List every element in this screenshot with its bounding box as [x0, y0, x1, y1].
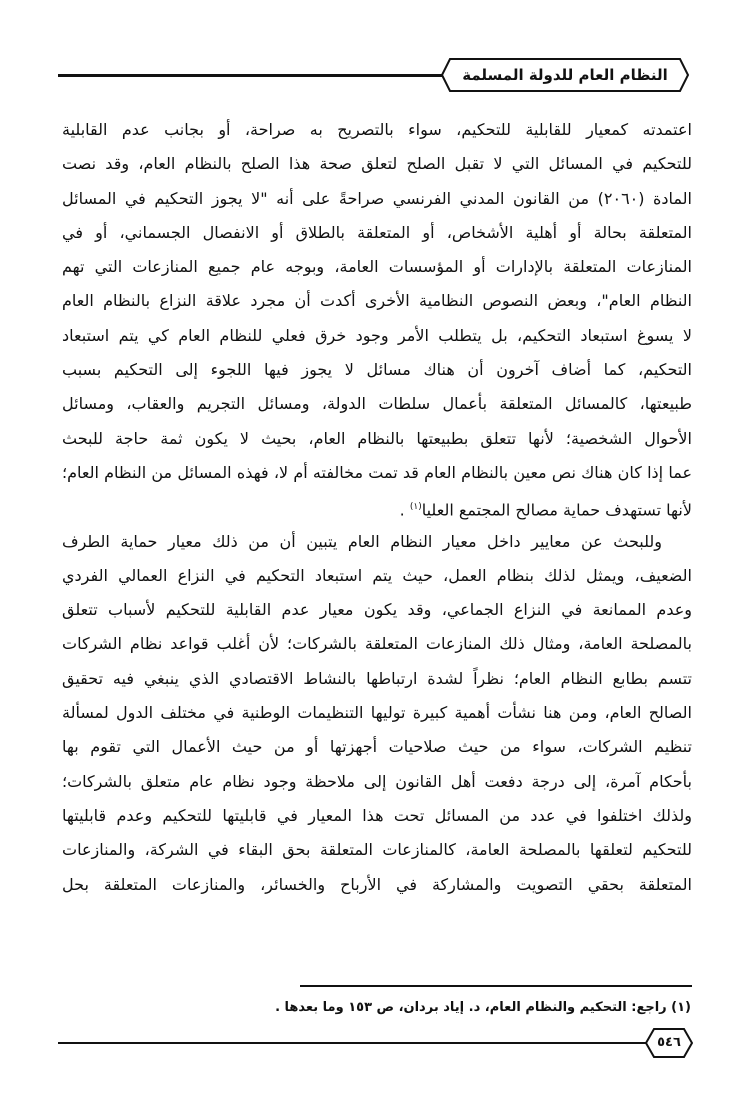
paragraph-end-line	[62, 490, 692, 524]
text-line: الضعيف، ويمثل لذلك بنظام العمل، حيث يتم استبعاد التحكيم في النزاع العمالي الفردي	[62, 565, 692, 585]
running-header-title: النظام العام للدولة المسلمة	[462, 66, 668, 84]
text-line: المادة (٢٠٦٠) من القانون المدني الفرنسي صراحةً على أنه "لا يجوز التحكيم في المسائل	[62, 188, 693, 208]
text-line: النظام العام"، وبعض النصوص النظامية الأخرى أكدت أن مجرد علاقة النزاع بالنظام العام	[62, 291, 692, 311]
period: .	[399, 500, 405, 520]
text-line: بالمصلحة العامة، ومثال ذلك المنازعات المتعلقة بالشركات؛ لأن أغلب قواعد نظام الشركات	[62, 634, 692, 654]
page-number-badge	[645, 1028, 693, 1058]
text-line: للتحكيم لتعلقها بالمصلحة العامة، كالمنازعات المتعلقة بحق البقاء في الشركة، والمنازعات	[62, 840, 692, 860]
text-line: اعتمدته كمعيار للقابلية للتحكيم، سواء بالتصريح به صراحة، أو بجانب عدم القابلية	[62, 120, 692, 139]
text-line: الصالح العام، ومن هنا نشأت أهمية كبيرة توليها التنظيمات الوطنية في مختلف الدول لمسألة	[62, 703, 692, 723]
header-rule	[58, 74, 442, 77]
footer-rule	[58, 1042, 648, 1044]
text-line: بأحكام آمرة، إلى درجة دفعت أهل القانون إلى ملاحظة وجود نظام عام متعلق بالشركات؛	[62, 771, 692, 791]
footnote-ref[interactable]: (١)	[409, 502, 422, 513]
text-line: لا يسوغ استبعاد التحكيم، بل يتطلب الأمر وجود خرق فعلي للنظام العام كي يتم استبعاد	[62, 325, 692, 345]
footnote: (١) راجع: التحكيم والنظام العام، د. إياد بردان، ص ١٥٣ وما بعدها .	[275, 1000, 691, 1015]
page-number: ٥٤٦	[657, 1035, 681, 1050]
text-line: ولذلك اختلفوا في عدد من المسائل تحت هذا المعيار في قابليتها للتحكيم وعدم قابليتها	[62, 805, 692, 825]
text-line: وعدم الممانعة في النزاع الجماعي، وقد يكون معيار عدم القابلية للتحكيم لأسباب تتعلق	[62, 600, 692, 620]
text-line: تتسم بطابع النظام العام؛ نظراً لشدة ارتباطها بالنشاط الاقتصادي الذي ينبغي فيه تحقيق	[62, 668, 692, 688]
text-line: وللبحث عن معايير داخل معيار النظام العام يتبين أن من ذلك معيار حماية الطرف	[62, 531, 662, 551]
text-line: المتعلقة بحقي التصويت والمشاركة في الأرباح والخسائر، والمنازعات المتعلقة بحل	[62, 874, 692, 894]
text-line: لأنها تستهدف حماية مصالح المجتمع العليا	[421, 500, 692, 520]
text-line: الأحوال الشخصية؛ لأنها تتعلق بطبيعتها بالنظام العام، بحيث لا يكون ثمة حاجة للبحث	[62, 428, 692, 448]
text-line: التحكيم، كما أضاف آخرون أن هناك مسائل لا يجوز فيها اللجوء إلى التحكيم بسبب	[62, 360, 692, 380]
text-line: تنظيم الشركات، سواء من حيث صلاحيات أجهزتها أو من حيث الأعمال التي تقوم بها	[62, 737, 692, 757]
running-header	[440, 57, 690, 93]
text-line: المتعلقة بحالة أو أهلية الأشخاص، أو المتعلقة بالطلاق أو الانفصال الجسماني، أو في	[62, 222, 692, 242]
text-line: للتحكيم في المسائل التي لا تقبل الصلح لتعلق صحة هذا الصلح بالنظام العام، وقد نصت	[62, 154, 692, 174]
footnote-separator	[300, 985, 692, 987]
text-line: طبيعتها، كالمسائل المتعلقة بأعمال سلطات الدولة، ومسائل التجريم والعقاب، ومسائل	[62, 394, 692, 414]
text-line: المنازعات المتعلقة بالإدارات أو المؤسسات العامة، وبوجه عام جميع المنازعات التي تهم	[62, 257, 692, 277]
body-text	[62, 113, 692, 902]
text-line: عما إذا كان هناك نص معين بالنظام العام قد تمت مخالفته أم لا، فهذه المسائل من النظام العام؛	[62, 462, 692, 482]
